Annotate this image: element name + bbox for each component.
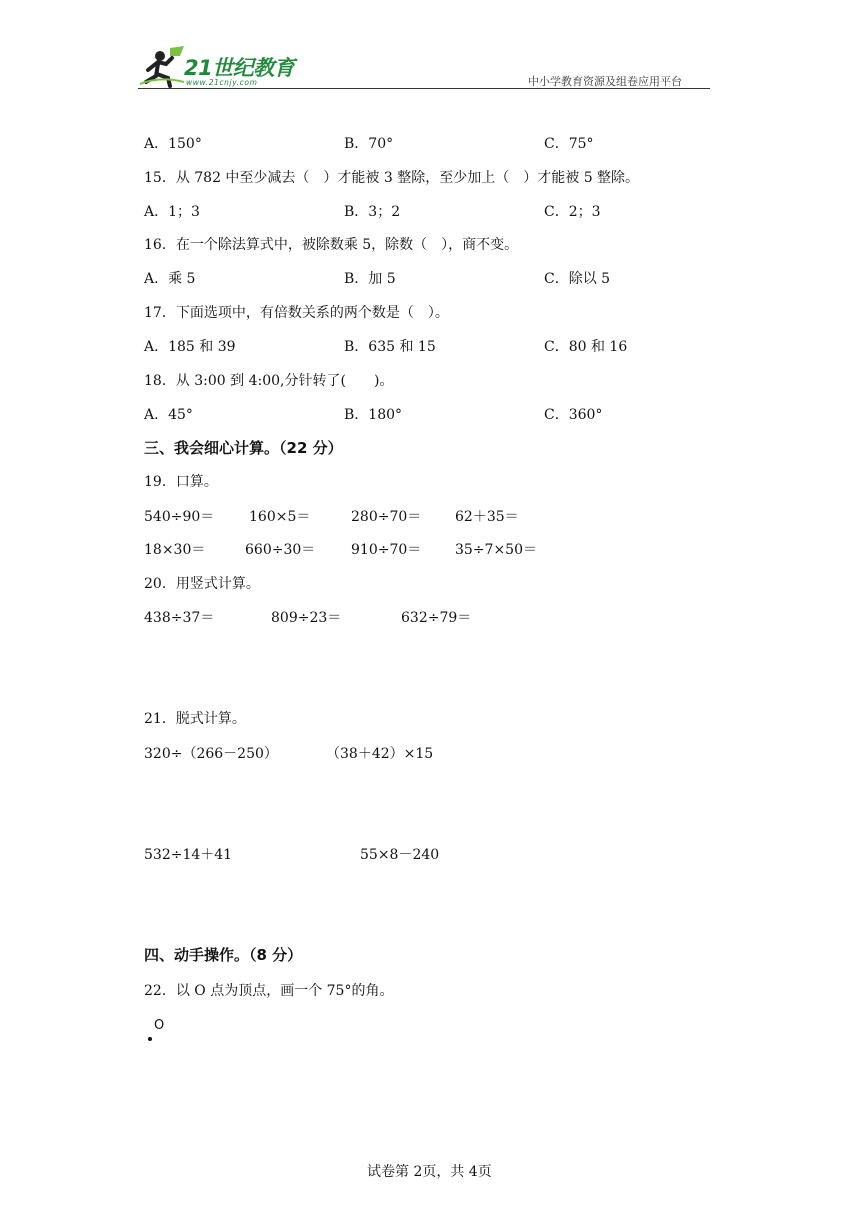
q19-item: 18×30＝	[144, 542, 206, 558]
logo-text: 21世纪教育	[184, 56, 295, 80]
q16-stem: 16．在一个除法算式中，被除数乘 5，除数（ ），商不变。	[144, 237, 519, 253]
runner-logo-icon	[140, 44, 186, 88]
q16-option-c: C．除以 5	[544, 271, 611, 287]
q18-option-c: C．360°	[544, 407, 603, 423]
q21-item: （38＋42）×15	[326, 746, 434, 762]
vertex-label: O	[154, 1018, 165, 1033]
logo-url: www.21cnjy.com	[186, 78, 258, 87]
q18-option-b: B．180°	[344, 407, 403, 423]
section3-title: 三、我会细心计算。（22 分）	[144, 439, 343, 457]
q20-item: 632÷79＝	[401, 610, 472, 626]
header-logo	[140, 44, 310, 90]
q19-item: 160×5＝	[249, 509, 311, 525]
q19-item: 540÷90＝	[144, 509, 215, 525]
platform-name: 中小学教育资源及组卷应用平台	[528, 75, 682, 88]
q14-option-b: B．70°	[344, 136, 394, 152]
q19-stem: 19．口算。	[144, 474, 218, 490]
q21-item: 320÷（266－250）	[144, 746, 278, 762]
q19-item: 910÷70＝	[351, 542, 422, 558]
q22-stem: 22．以 O 点为顶点，画一个 75°的角。	[144, 983, 394, 999]
q16-option-b: B．加 5	[344, 271, 396, 287]
q19-item: 35÷7×50＝	[455, 542, 537, 558]
page-footer: 试卷第 2页，共 4页	[367, 1164, 492, 1180]
q20-stem: 20．用竖式计算。	[144, 576, 260, 592]
vertex-point	[148, 1037, 152, 1041]
q17-option-a: A．185 和 39	[144, 339, 236, 355]
q20-item: 438÷37＝	[144, 610, 215, 626]
q20-item: 809÷23＝	[271, 610, 342, 626]
q18-stem: 18．从 3:00 到 4:00,分针转了( )。	[144, 373, 394, 389]
q15-option-a: A．1；3	[144, 204, 200, 220]
q15-option-b: B．3；2	[344, 204, 401, 220]
q14-option-c: C．75°	[544, 136, 594, 152]
q21-stem: 21．脱式计算。	[144, 711, 246, 727]
q15-stem: 15．从 782 中至少减去（ ）才能被 3 整除，至少加上（ ）才能被 5 整除。	[144, 170, 640, 186]
q19-item: 660÷30＝	[245, 542, 316, 558]
q21-item: 55×8－240	[360, 847, 440, 863]
q17-option-b: B．635 和 15	[344, 339, 436, 355]
q14-option-a: A．150°	[144, 136, 202, 152]
q21-item: 532÷14＋41	[144, 847, 233, 863]
q17-option-c: C．80 和 16	[544, 339, 628, 355]
q17-stem: 17．下面选项中，有倍数关系的两个数是（ ）。	[144, 305, 449, 321]
q19-item: 62＋35＝	[455, 509, 519, 525]
q18-option-a: A．45°	[144, 407, 193, 423]
section4-title: 四、动手操作。（8 分）	[144, 946, 303, 964]
header-rule	[138, 88, 710, 89]
q19-item: 280÷70＝	[351, 509, 422, 525]
q16-option-a: A．乘 5	[144, 271, 196, 287]
q15-option-c: C．2；3	[544, 204, 601, 220]
